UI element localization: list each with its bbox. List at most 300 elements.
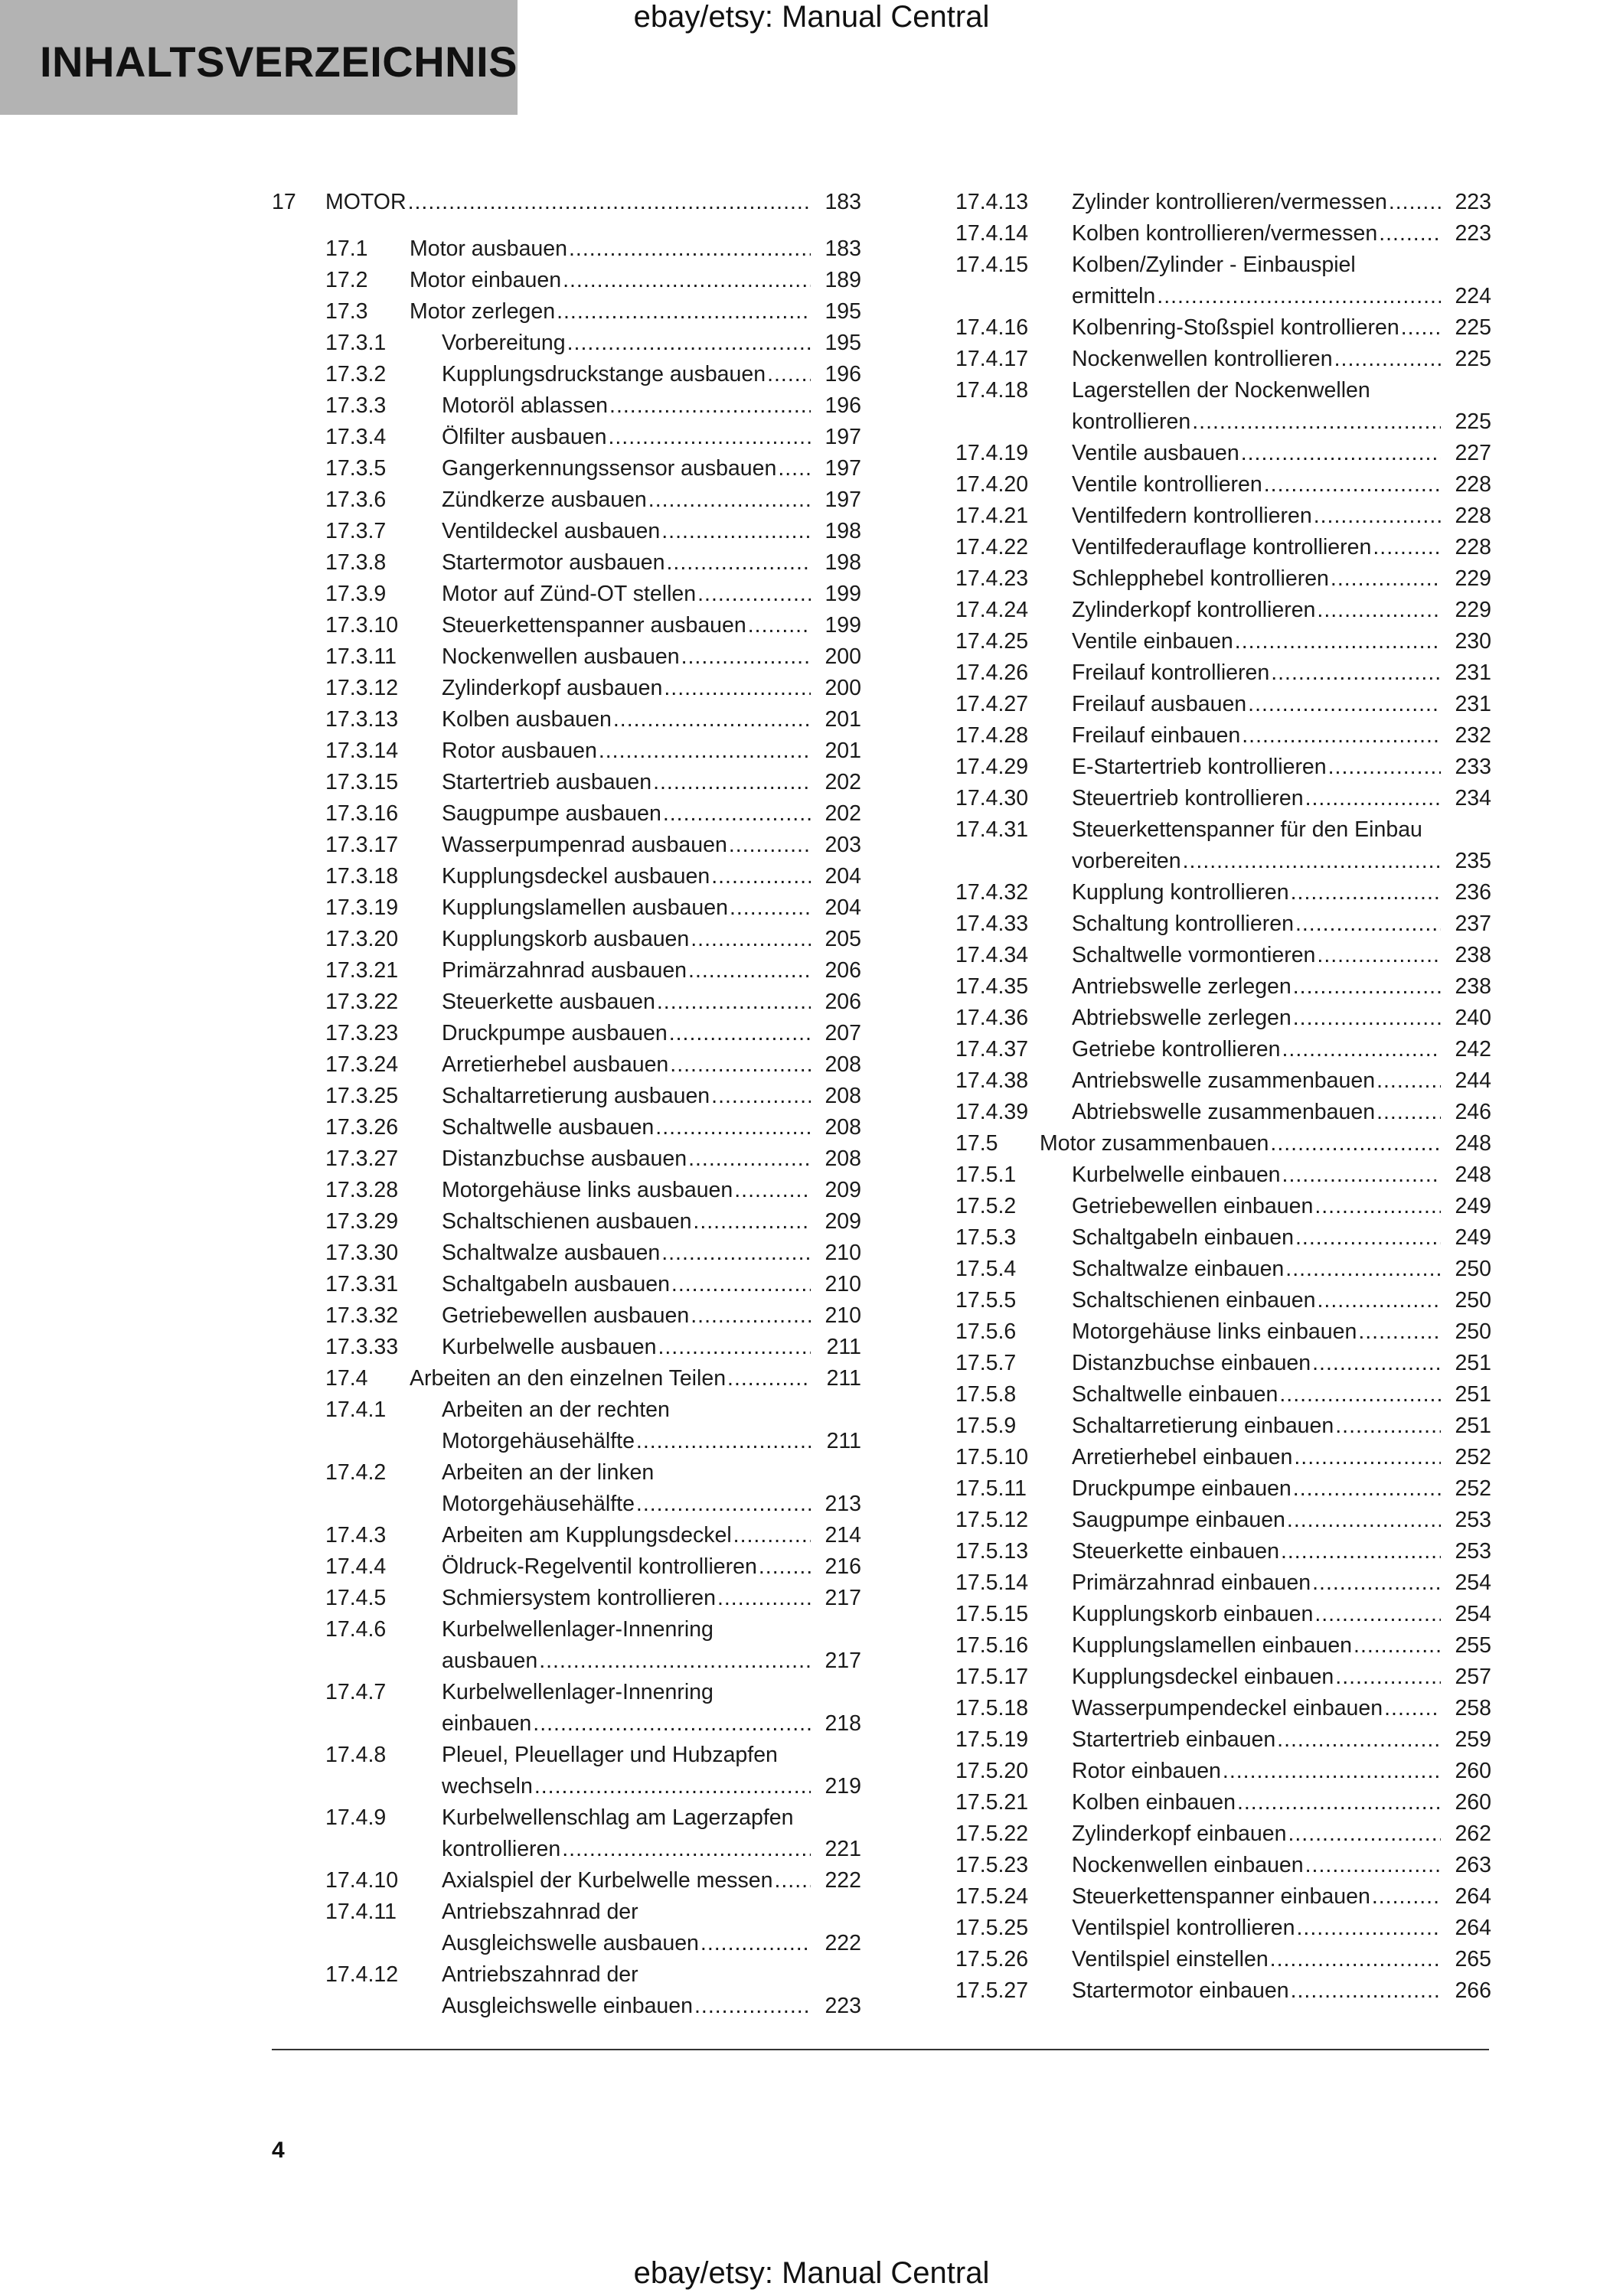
toc-entry[interactable]	[272, 328, 861, 359]
toc-entry[interactable]	[955, 1379, 1491, 1411]
toc-entry-number: 17.4.12	[325, 1962, 399, 1987]
toc-entry-number: 17.4.13	[955, 190, 1029, 214]
toc-entry-page: 223	[1455, 221, 1491, 246]
toc-entry[interactable]	[955, 312, 1491, 344]
dot-leader	[609, 390, 811, 422]
toc-entry-title: Kupplungskorb ausbauen	[442, 927, 690, 951]
toc-entry-title: Ventile einbauen	[1072, 629, 1233, 654]
toc-entry-title: Steuerkette einbauen	[1072, 1539, 1279, 1564]
toc-entry-number: 17.5.17	[955, 1665, 1029, 1689]
toc-entry-number: 17.4.18	[955, 378, 1029, 403]
dot-leader	[1291, 1975, 1441, 2007]
toc-entry[interactable]	[955, 1787, 1491, 1818]
toc-entry[interactable]	[955, 689, 1491, 720]
dot-leader	[667, 547, 812, 579]
toc-entry-number: 17.5.1	[955, 1163, 1017, 1187]
toc-entry[interactable]	[955, 563, 1491, 595]
toc-entry-page: 217	[825, 1586, 861, 1610]
toc-entry-title: ausbauen	[442, 1649, 538, 1673]
dot-leader	[533, 1708, 811, 1740]
toc-entry[interactable]	[955, 1254, 1491, 1285]
toc-entry[interactable]	[272, 1112, 861, 1143]
toc-entry[interactable]	[272, 924, 861, 955]
toc-entry-number: 17.4.16	[955, 315, 1029, 340]
toc-entry[interactable]	[955, 657, 1491, 689]
toc-entry-title: Wasserpumpenrad ausbauen	[442, 833, 727, 857]
toc-entry-number: 17.4.2	[325, 1460, 387, 1485]
toc-entry-number: 17.3.23	[325, 1021, 399, 1045]
watermark-top: ebay/etsy: Manual Central	[633, 0, 990, 34]
toc-entry[interactable]	[272, 547, 861, 579]
toc-entry-title: Arbeiten an den einzelnen Teilen	[410, 1366, 727, 1391]
dot-leader	[599, 735, 811, 767]
toc-entry-page: 234	[1455, 786, 1491, 810]
toc-entry[interactable]	[955, 1599, 1491, 1630]
toc-entry[interactable]	[955, 1442, 1491, 1473]
page-number: 4	[272, 2138, 285, 2163]
toc-entry-title: Ventile kontrollieren	[1072, 472, 1262, 497]
toc-entry-number: 17.3.1	[325, 331, 387, 355]
dot-leader	[569, 233, 811, 265]
toc-entry[interactable]	[272, 516, 861, 547]
toc-entry-number: 17.5.15	[955, 1602, 1029, 1626]
dot-leader	[730, 892, 811, 924]
toc-entry[interactable]	[955, 501, 1491, 532]
toc-entry-page: 255	[1455, 1633, 1491, 1658]
toc-entry-number: 17.5.4	[955, 1257, 1017, 1281]
toc-entry[interactable]	[955, 814, 1491, 877]
toc-entry[interactable]	[955, 344, 1491, 375]
toc-entry[interactable]	[955, 1724, 1491, 1756]
toc-entry[interactable]	[955, 908, 1491, 940]
toc-entry[interactable]	[272, 359, 861, 390]
toc-entry-page: 264	[1455, 1916, 1491, 1940]
toc-entry[interactable]	[955, 1756, 1491, 1787]
toc-entry[interactable]	[272, 704, 861, 735]
toc-entry[interactable]	[272, 390, 861, 422]
toc-entry-number: 17.4.14	[955, 221, 1029, 246]
toc-entry-title: Kupplungslamellen ausbauen	[442, 895, 728, 920]
toc-entry-page: 222	[825, 1868, 861, 1893]
toc-entry[interactable]	[955, 375, 1491, 438]
toc-entry[interactable]	[955, 1285, 1491, 1316]
toc-entry[interactable]	[955, 438, 1491, 469]
toc-entry-number: 17.3.10	[325, 613, 399, 638]
toc-entry-number: 17.4.22	[955, 535, 1029, 559]
dot-leader	[1379, 218, 1441, 249]
toc-entry[interactable]	[272, 1143, 861, 1175]
toc-entry[interactable]	[955, 1473, 1491, 1505]
toc-entry-page: 208	[825, 1052, 861, 1077]
toc-entry[interactable]	[272, 1959, 861, 2022]
toc-entry-page: 248	[1455, 1163, 1491, 1187]
toc-entry[interactable]	[955, 218, 1491, 249]
toc-entry-number: 17.3.28	[325, 1178, 399, 1202]
dot-leader	[1242, 720, 1441, 752]
toc-entry[interactable]	[955, 626, 1491, 657]
toc-entry-number: 17.5	[955, 1131, 998, 1156]
toc-entry-title: Getriebewellen ausbauen	[442, 1303, 690, 1328]
toc-entry[interactable]	[272, 296, 861, 328]
toc-entry[interactable]	[955, 1567, 1491, 1599]
toc-entry-title: Druckpumpe einbauen	[1072, 1476, 1292, 1501]
toc-entry-page: 202	[825, 801, 861, 826]
toc-entry-title: Arbeiten am Kupplungsdeckel	[442, 1523, 732, 1548]
toc-entry[interactable]	[272, 1457, 861, 1520]
dot-leader	[636, 1489, 811, 1520]
toc-entry[interactable]	[955, 1693, 1491, 1724]
dot-leader	[1294, 1442, 1441, 1473]
toc-entry[interactable]	[272, 1018, 861, 1049]
toc-entry-title: Ventilfederauflage kontrollieren	[1072, 535, 1372, 559]
toc-entry-title: Kurbelwellenlager-Innenring	[442, 1680, 714, 1704]
toc-entry[interactable]	[272, 641, 861, 673]
toc-entry[interactable]	[955, 720, 1491, 752]
toc-entry-page: 209	[825, 1209, 861, 1234]
toc-entry-page: 250	[1455, 1288, 1491, 1313]
toc-entry-number: 17.1	[325, 236, 368, 261]
toc-entry-number: 17.3.8	[325, 550, 387, 575]
toc-entry-page: 235	[1455, 849, 1491, 873]
dot-leader	[658, 1332, 811, 1363]
toc-entry[interactable]	[272, 1896, 861, 1959]
toc-entry[interactable]	[955, 532, 1491, 563]
dot-leader	[748, 610, 811, 641]
dot-leader	[1287, 1505, 1441, 1536]
dot-leader	[661, 1238, 811, 1269]
toc-entry[interactable]	[272, 1269, 861, 1300]
toc-entry-page: 252	[1455, 1445, 1491, 1469]
toc-entry-page: 224	[1455, 284, 1491, 308]
toc-right-column	[955, 187, 1491, 2007]
toc-entry-number: 17.3.14	[325, 739, 399, 763]
toc-entry-page: 218	[825, 1711, 861, 1736]
toc-entry-number: 17.4.35	[955, 974, 1029, 999]
dot-leader	[1314, 1191, 1441, 1222]
toc-entry-title: Freilauf ausbauen	[1072, 692, 1247, 716]
toc-entry-page: 199	[825, 613, 861, 638]
toc-entry-title: Abtriebswelle zusammenbauen	[1072, 1100, 1376, 1124]
toc-entry-page: 260	[1455, 1759, 1491, 1783]
toc-entry[interactable]	[272, 955, 861, 987]
toc-entry[interactable]	[955, 1159, 1491, 1191]
toc-entry-number: 17.5.7	[955, 1351, 1017, 1375]
toc-entry[interactable]	[955, 1191, 1491, 1222]
toc-entry-title: Motor zusammenbauen	[1040, 1131, 1269, 1156]
toc-entry[interactable]	[272, 1394, 861, 1457]
toc-entry-page: 248	[1455, 1131, 1491, 1156]
toc-entry-number: 17.3.11	[325, 644, 397, 669]
dot-leader	[700, 1928, 811, 1959]
toc-entry-number: 17.5.18	[955, 1696, 1029, 1720]
toc-entry-number: 17.3.22	[325, 990, 399, 1014]
toc-entry-page: 200	[825, 676, 861, 700]
toc-entry-page: 251	[1455, 1382, 1491, 1407]
toc-entry[interactable]	[272, 1332, 861, 1363]
toc-entry[interactable]	[955, 1944, 1491, 1975]
dot-leader	[1297, 1913, 1442, 1944]
toc-entry[interactable]	[955, 1411, 1491, 1442]
toc-entry[interactable]	[955, 1975, 1491, 2007]
dot-leader	[694, 1991, 811, 2022]
toc-entry-number: 17.3.25	[325, 1084, 399, 1108]
toc-entry[interactable]	[955, 940, 1491, 971]
toc-entry-title: Schlepphebel kontrollieren	[1072, 566, 1329, 591]
toc-entry[interactable]	[272, 1238, 861, 1269]
toc-entry-page: 237	[1455, 912, 1491, 936]
toc-entry-title: Schmiersystem kontrollieren	[442, 1586, 716, 1610]
toc-entry-number: 17.4.10	[325, 1868, 399, 1893]
toc-entry[interactable]	[272, 798, 861, 830]
footer-divider	[272, 2049, 1489, 2050]
toc-entry-number: 17.3.13	[325, 707, 399, 732]
toc-entry[interactable]	[272, 579, 861, 610]
toc-entry-number: 17.4.17	[955, 347, 1029, 371]
dot-leader	[648, 484, 811, 516]
dot-leader	[1314, 501, 1441, 532]
toc-entry-page: 203	[825, 833, 861, 857]
toc-entry-title: Motorgehäuse links ausbauen	[442, 1178, 733, 1202]
toc-entry-number: 17.4.28	[955, 723, 1029, 748]
toc-entry-number: 17.4.21	[955, 504, 1029, 528]
toc-entry-page: 206	[825, 958, 861, 983]
toc-entry[interactable]	[955, 1003, 1491, 1034]
toc-entry-page: 249	[1455, 1194, 1491, 1218]
dot-leader	[1270, 1944, 1441, 1975]
toc-entry-page: 211	[826, 1429, 861, 1453]
toc-entry[interactable]	[955, 783, 1491, 814]
toc-entry-number: 17.3.32	[325, 1303, 399, 1328]
toc-entry[interactable]	[955, 971, 1491, 1003]
toc-entry-number: 17.2	[325, 268, 368, 292]
toc-entry-number: 17.3.29	[325, 1209, 399, 1234]
toc-entry[interactable]	[955, 1348, 1491, 1379]
toc-entry-page: 209	[825, 1178, 861, 1202]
toc-entry[interactable]	[272, 1551, 861, 1583]
toc-entry-title: Freilauf kontrollieren	[1072, 660, 1270, 685]
toc-entry[interactable]	[272, 987, 861, 1018]
toc-entry-number: 17.3.27	[325, 1146, 399, 1171]
dot-leader	[1237, 1787, 1441, 1818]
toc-entry-title: Schaltwalze einbauen	[1072, 1257, 1285, 1281]
toc-entry-title: Antriebszahnrad der	[442, 1962, 638, 1987]
toc-entry-number: 17.5.12	[955, 1508, 1029, 1532]
toc-entry[interactable]	[272, 422, 861, 453]
toc-entry-page: 249	[1455, 1225, 1491, 1250]
toc-entry-page: 199	[825, 582, 861, 606]
toc-entry-title: Kurbelwelle ausbauen	[442, 1335, 657, 1359]
dot-leader	[1282, 1159, 1441, 1191]
dot-leader	[1288, 1818, 1441, 1850]
toc-entry-page: 231	[1455, 660, 1491, 685]
toc-entry-title: Schaltgabeln einbauen	[1072, 1225, 1294, 1250]
toc-entry-page: 189	[825, 268, 861, 292]
toc-entry-title: Ventilspiel einstellen	[1072, 1947, 1269, 1971]
toc-entry-number: 17.3.12	[325, 676, 399, 700]
dot-leader	[408, 187, 811, 218]
toc-entry-page: 213	[825, 1492, 861, 1516]
toc-entry-number: 17.5.25	[955, 1916, 1029, 1940]
toc-entry-page: 198	[825, 550, 861, 575]
dot-leader	[711, 861, 811, 892]
toc-entry-number: 17.4.8	[325, 1743, 387, 1767]
toc-entry[interactable]	[955, 1128, 1491, 1159]
toc-entry-page: 238	[1455, 943, 1491, 967]
toc-entry-number: 17.5.8	[955, 1382, 1017, 1407]
toc-entry-page: 264	[1455, 1884, 1491, 1909]
toc-entry-title: Kupplungslamellen einbauen	[1072, 1633, 1353, 1658]
toc-entry[interactable]	[955, 1662, 1491, 1693]
dot-leader	[1271, 657, 1441, 689]
toc-entry-title: Antriebswelle zerlegen	[1072, 974, 1292, 999]
toc-entry-number: 17.4.5	[325, 1586, 387, 1610]
toc-entry-title: Schaltwelle vormontieren	[1072, 943, 1316, 967]
toc-entry[interactable]	[955, 595, 1491, 626]
toc-entry[interactable]	[272, 1049, 861, 1081]
toc-entry[interactable]	[955, 1913, 1491, 1944]
toc-entry[interactable]	[272, 1206, 861, 1238]
toc-entry-title: Schaltarretierung ausbauen	[442, 1084, 710, 1108]
toc-entry-number: 17.3.6	[325, 488, 387, 512]
toc-entry[interactable]	[272, 233, 861, 265]
toc-entry-page: 183	[825, 236, 861, 261]
toc-entry[interactable]	[272, 1300, 861, 1332]
dot-leader	[1157, 281, 1441, 312]
toc-entry-title: Startertrieb einbauen	[1072, 1727, 1276, 1752]
toc-entry-number: 17.4.9	[325, 1805, 387, 1830]
dot-leader	[663, 798, 811, 830]
toc-entry[interactable]	[955, 469, 1491, 501]
toc-entry[interactable]	[272, 1677, 861, 1740]
toc-entry-page: 207	[825, 1021, 861, 1045]
toc-entry[interactable]	[955, 249, 1491, 312]
toc-entry-title: Primärzahnrad ausbauen	[442, 958, 687, 983]
dot-leader	[1281, 1536, 1441, 1567]
toc-entry[interactable]	[272, 1175, 861, 1206]
toc-entry-number: 17.5.26	[955, 1947, 1029, 1971]
toc-entry[interactable]	[272, 1614, 861, 1677]
dot-leader	[1264, 469, 1441, 501]
toc-entry[interactable]	[955, 1034, 1491, 1065]
dot-leader	[1223, 1756, 1441, 1787]
toc-entry[interactable]	[955, 1097, 1491, 1128]
toc-entry-title: Kolben einbauen	[1072, 1790, 1236, 1815]
dot-leader	[1384, 1693, 1441, 1724]
toc-entry-title: Motor ausbauen	[410, 236, 567, 261]
toc-entry[interactable]	[272, 1802, 861, 1865]
toc-entry-page: 250	[1455, 1257, 1491, 1281]
dot-leader	[1334, 344, 1441, 375]
toc-entry[interactable]	[955, 1630, 1491, 1662]
toc-entry[interactable]	[272, 1363, 861, 1394]
toc-entry[interactable]	[272, 830, 861, 861]
toc-entry-page: 201	[825, 707, 861, 732]
toc-entry-page: 227	[1455, 441, 1491, 465]
toc-entry-page: 214	[825, 1523, 861, 1548]
toc-entry[interactable]	[955, 1881, 1491, 1913]
toc-entry[interactable]	[272, 767, 861, 798]
toc-entry[interactable]	[272, 1740, 861, 1802]
toc-entry[interactable]	[272, 453, 861, 484]
toc-entry-number: 17.3.16	[325, 801, 399, 826]
toc-entry-title: Kolbenring-Stoßspiel kontrollieren	[1072, 315, 1399, 340]
toc-entry[interactable]	[272, 1081, 861, 1112]
toc-entry[interactable]	[955, 1536, 1491, 1567]
dot-leader	[688, 955, 811, 987]
toc-entry-page: 223	[1455, 190, 1491, 214]
toc-entry-number: 17.5.6	[955, 1319, 1017, 1344]
toc-entry-title: Ventilspiel kontrollieren	[1072, 1916, 1295, 1940]
dot-leader	[1248, 689, 1441, 720]
toc-entry[interactable]	[272, 610, 861, 641]
toc-entry[interactable]	[272, 484, 861, 516]
toc-entry[interactable]	[955, 1850, 1491, 1881]
dot-leader	[1318, 1285, 1442, 1316]
dot-leader	[778, 453, 811, 484]
toc-entry-page: 257	[1455, 1665, 1491, 1689]
dot-leader	[670, 1049, 811, 1081]
toc-entry-title: Ausgleichswelle ausbauen	[442, 1931, 699, 1955]
toc-entry-title: Rotor ausbauen	[442, 739, 597, 763]
toc-entry[interactable]	[955, 1316, 1491, 1348]
toc-entry-title: Schaltwalze ausbauen	[442, 1241, 661, 1265]
toc-entry[interactable]	[272, 735, 861, 767]
toc-entry-page: 259	[1455, 1727, 1491, 1752]
dot-leader	[1279, 1379, 1441, 1411]
toc-entry[interactable]	[272, 1520, 861, 1551]
dot-leader	[1192, 406, 1441, 438]
toc-entry[interactable]	[955, 1818, 1491, 1850]
toc-entry-title: Kupplung kontrollieren	[1072, 880, 1289, 905]
toc-entry[interactable]	[955, 752, 1491, 783]
toc-entry[interactable]	[955, 187, 1491, 218]
toc-entry[interactable]	[272, 1583, 861, 1614]
toc-entry[interactable]	[955, 1222, 1491, 1254]
dot-leader	[1305, 1850, 1441, 1881]
toc-entry[interactable]	[272, 1865, 861, 1896]
toc-entry[interactable]	[955, 1505, 1491, 1536]
toc-entry-title: Motor einbauen	[410, 268, 562, 292]
dot-leader	[1314, 1599, 1441, 1630]
toc-entry-title: Pleuel, Pleuellager und Hubzapfen	[442, 1743, 778, 1767]
toc-entry-title: Steuerkette ausbauen	[442, 990, 655, 1014]
dot-leader	[653, 767, 811, 798]
toc-entry[interactable]	[272, 673, 861, 704]
toc-entry[interactable]	[955, 877, 1491, 908]
dot-leader	[1317, 940, 1441, 971]
toc-entry-title: Nockenwellen einbauen	[1072, 1853, 1304, 1877]
toc-entry[interactable]	[272, 892, 861, 924]
toc-entry-title: Kurbelwellenlager-Innenring	[442, 1617, 714, 1642]
dot-leader	[562, 1834, 811, 1865]
toc-entry-number: 17.5.13	[955, 1539, 1029, 1564]
toc-entry-page: 208	[825, 1115, 861, 1140]
toc-entry[interactable]	[955, 1065, 1491, 1097]
toc-entry[interactable]	[272, 187, 861, 218]
toc-entry-number: 17.5.5	[955, 1288, 1017, 1313]
toc-entry-title: Arbeiten an der linken	[442, 1460, 655, 1485]
toc-entry[interactable]	[272, 861, 861, 892]
dot-leader	[539, 1645, 811, 1677]
dot-leader	[697, 579, 811, 610]
toc-entry-title: Startermotor ausbauen	[442, 550, 665, 575]
toc-entry-page: 183	[825, 190, 861, 214]
dot-leader	[1372, 1881, 1441, 1913]
toc-entry-page: 244	[1455, 1068, 1491, 1093]
toc-entry-number: 17.3.15	[325, 770, 399, 794]
toc-entry[interactable]	[272, 265, 861, 296]
dot-leader	[661, 516, 811, 547]
